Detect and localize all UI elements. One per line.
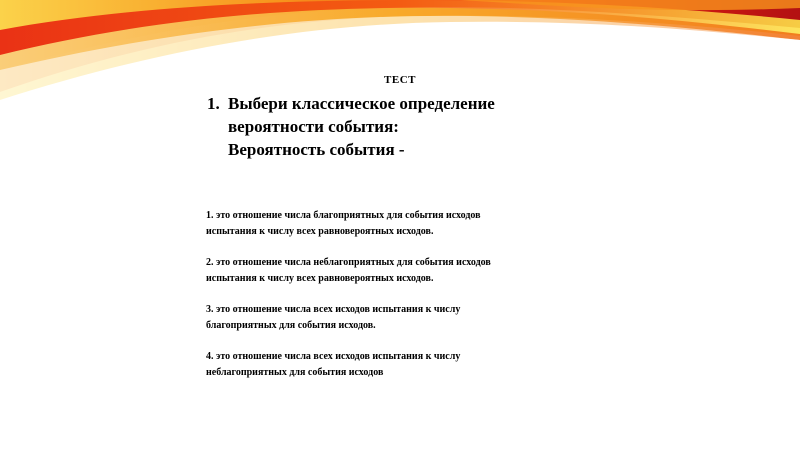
- option-line: благоприятных для события исходов.: [206, 320, 376, 331]
- question-line: вероятности события:: [228, 117, 399, 136]
- option-line: 2. это отношение числа неблагоприятных для события исходов: [206, 257, 491, 268]
- question-text: [228, 92, 627, 161]
- option-line: 4. это отношение числа всех исходов испытания к числу: [206, 351, 461, 362]
- answer-options: [206, 208, 626, 396]
- question-line: Вероятность события -: [228, 140, 405, 159]
- test-label: ТЕСТ: [384, 74, 416, 86]
- option-line: испытания к числу всех равновероятных исходов.: [206, 226, 434, 237]
- option-line: 1. это отношение числа благоприятных для события исходов: [206, 210, 481, 221]
- answer-option-2: [206, 255, 626, 287]
- option-line: неблагоприятных для события исходов: [206, 367, 384, 378]
- question-number: 1.: [207, 94, 220, 113]
- answer-option-3: [206, 302, 626, 334]
- option-line: 3. это отношение числа всех исходов испытания к числу: [206, 304, 461, 315]
- answer-option-4: [206, 349, 626, 381]
- question: [207, 92, 627, 161]
- answer-option-1: [206, 208, 626, 240]
- option-line: испытания к числу всех равновероятных исходов.: [206, 273, 434, 284]
- question-line: Выбери классическое определение: [228, 94, 495, 113]
